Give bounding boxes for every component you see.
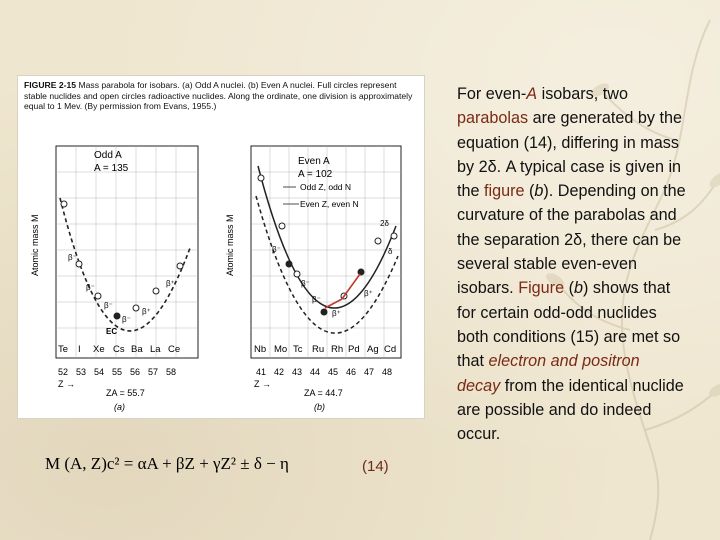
panel-a-element: Te: [58, 344, 69, 355]
panel-a-element: Ce: [168, 344, 181, 355]
panel-b-title-line2: A = 102: [298, 169, 333, 180]
panel-b-element: Cd: [384, 344, 397, 355]
panel-b-label: β⁻: [272, 245, 281, 254]
panel-b-y-axis-label: Atomic mass M: [225, 214, 235, 276]
text-seg: For even-: [457, 85, 527, 103]
panel-b-z: 42: [274, 367, 285, 377]
text-var-a: A: [526, 85, 538, 103]
panel-a-label-7: β⁺: [166, 279, 175, 288]
panel-a-z: 58: [166, 367, 177, 377]
panel-a-title-line1: Odd A: [94, 150, 122, 161]
panel-a-z: 56: [130, 367, 141, 377]
panel-b-label: β⁺: [332, 309, 341, 318]
panel-a-element: Cs: [113, 344, 125, 355]
panel-a-z: 53: [76, 367, 87, 377]
panel-a-label-6: β⁺: [142, 307, 151, 316]
panel-a-element: Xe: [93, 344, 105, 355]
panel-b-element: Nb: [254, 344, 267, 355]
panel-a-ec-label: EC: [106, 327, 118, 336]
text-seg: ). Depending on the curvature of the parabolas and the separation 2δ, there can be several stable even-even isobars.: [457, 182, 686, 298]
caption-text: Mass parabola for isobars. (a) Odd A nuclei. (b) Even A nuclei. Full circles represent stable nuclides and open circles radioactive nuclides. Along the ordinate, one division is approximately equal to 1 Mev. (By permission from Evans, 1955.): [24, 80, 413, 112]
text-seg: isobars, two: [537, 85, 628, 103]
panel-b-even-label: Even Z, even N: [300, 199, 359, 209]
panel-b-za-label: ZA = 44.7: [304, 388, 343, 398]
panel-a-za-label: ZA = 55.7: [106, 388, 145, 398]
panel-a-z: 52: [58, 367, 69, 377]
panel-b-element: Ru: [312, 344, 325, 355]
text-var-b: b: [534, 182, 544, 201]
panel-a-z: 54: [94, 367, 105, 377]
panel-b-z: 45: [328, 367, 339, 377]
figure-2-15: [17, 75, 425, 419]
panel-b-z: 44: [310, 367, 321, 377]
panel-b-title-line1: Even A: [298, 156, 330, 167]
panel-a-sublabel: (a): [114, 402, 125, 412]
panel-b-sublabel: (b): [314, 402, 325, 412]
panel-a-z-axis-label: Z →: [58, 379, 75, 389]
text-seg: are generated by the equation (14), differing in mass by 2δ. A typical case is given in the: [457, 109, 683, 201]
text-var-b: b: [573, 279, 583, 298]
panel-b-element: Tc: [293, 344, 303, 355]
panel-a-element: I: [78, 344, 81, 355]
text-seg: (: [564, 279, 574, 298]
beta-minus-arrow: [325, 299, 342, 308]
panel-a-element: Ba: [131, 344, 143, 355]
panel-b-z: 41: [256, 367, 267, 377]
panel-a-title-line2: A = 135: [94, 163, 129, 174]
panel-b-z: 47: [364, 367, 375, 377]
panel-a: [30, 146, 198, 412]
text-seg: (: [524, 182, 535, 201]
text-link-figure-2: Figure: [518, 279, 565, 298]
panel-b-label: β⁺: [364, 289, 373, 298]
panel-b-label: δ: [388, 247, 393, 256]
panel-b-odd-label: Odd Z, odd N: [300, 182, 352, 192]
panel-a-label-1: β⁻: [68, 253, 77, 262]
panel-a-element: La: [150, 344, 161, 355]
text-seg: from the identical nuclide are possible and do indeed occur.: [457, 376, 684, 444]
panel-a-label-4: β⁻: [122, 315, 131, 324]
panel-b-element: Pd: [348, 344, 360, 355]
panel-b: [225, 146, 401, 412]
equation-number: (14): [362, 458, 389, 475]
mass-equation: M (A, Z)c² = αA + βZ + γZ² ± δ − η: [45, 454, 289, 473]
panel-a-y-axis-label: Atomic mass M: [30, 214, 40, 276]
panel-b-z: 43: [292, 367, 303, 377]
panel-b-z: 48: [382, 367, 393, 377]
text-link-parabolas: parabolas: [457, 109, 529, 128]
panel-b-element: Ag: [367, 344, 379, 355]
panel-b-element: Mo: [274, 344, 288, 355]
explanatory-paragraph: [457, 82, 687, 446]
panel-b-element: Rh: [331, 344, 344, 355]
panel-b-z-axis-label: Z →: [254, 379, 271, 389]
panel-a-z: 55: [112, 367, 123, 377]
panel-a-label-3: β⁻: [104, 301, 113, 310]
mass-parabola-diagram: [18, 76, 424, 418]
panel-b-label: β⁻: [301, 279, 310, 288]
panel-a-label-2: β⁻: [86, 283, 95, 292]
panel-b-label: 2δ: [380, 219, 389, 228]
stable-nuclide-a: [114, 313, 121, 320]
beta-plus-arrow: [342, 274, 360, 299]
text-highlight-decay: electron and positron decay: [457, 352, 640, 395]
panel-b-label: β⁻: [312, 295, 321, 304]
text-link-figure: figure: [484, 182, 525, 201]
panel-b-z: 46: [346, 367, 357, 377]
panel-a-z: 57: [148, 367, 159, 377]
text-seg: ) shows that for certain odd-odd nuclides both conditions (15) are met so that: [457, 279, 681, 371]
caption-label: FIGURE 2-15: [24, 80, 77, 90]
